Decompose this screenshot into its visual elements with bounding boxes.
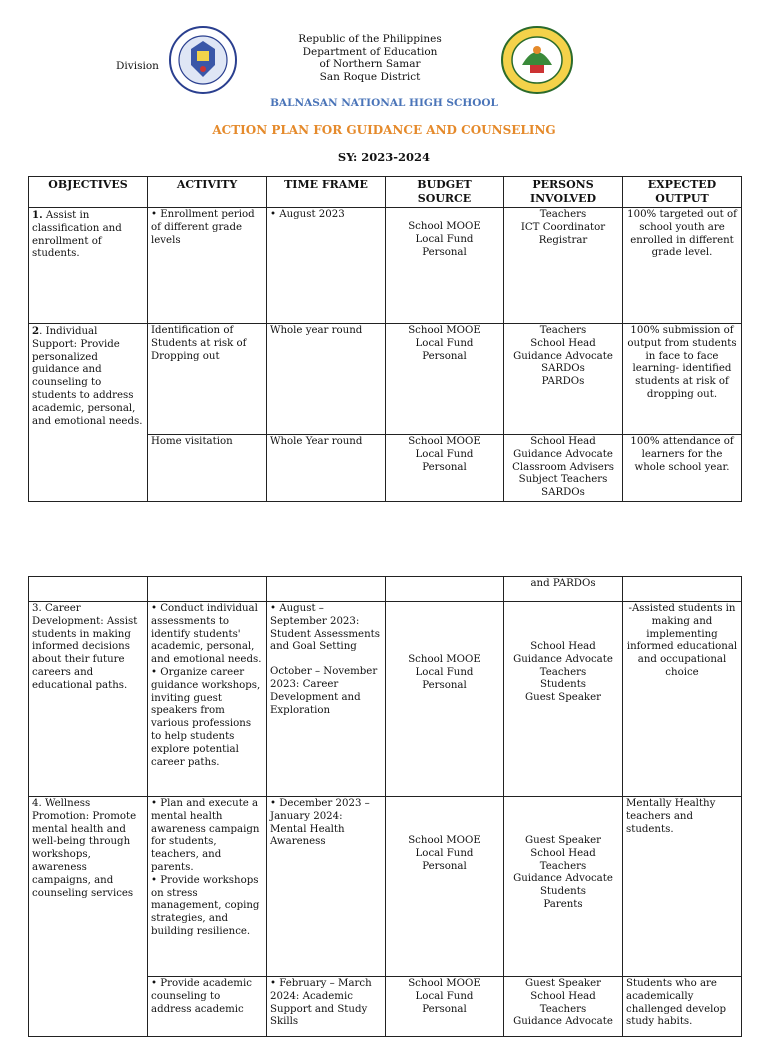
budget-item: Local Fund — [415, 990, 474, 1002]
output-cell: 100% submission of output from students in face to face learning- identified students at risk of dropping out. — [623, 324, 742, 435]
person-item: Parents — [543, 898, 583, 910]
table-row — [29, 602, 742, 797]
school-name: BALNASAN NATIONAL HIGH SCHOOL — [270, 97, 498, 109]
person-item: Guidance Advocate — [513, 1016, 613, 1028]
budget-cell — [386, 324, 504, 435]
activity-cell: • Provide academic counseling to address academic — [148, 977, 267, 1037]
person-item: Teachers — [539, 1003, 587, 1015]
budget-cell — [386, 208, 504, 324]
activity-item: • Plan and execute a mental health awareness campaign for students, teachers, and parents. — [151, 798, 260, 873]
objective-cell: 3. Career Development: Assist students in making informed decisions about their future careers and educational paths. — [29, 602, 148, 797]
person-item: Students — [539, 679, 587, 691]
budget-cell — [386, 602, 504, 797]
activity-cell — [148, 577, 267, 602]
header-line: Department of Education — [302, 45, 438, 58]
person-item: Guest Speaker — [525, 978, 601, 989]
objective-cell — [29, 208, 148, 324]
agency-header — [270, 33, 470, 83]
objective-text: . Individual Support: Provide personalized guidance and counseling to students to address academic, personal, and emotional needs. — [32, 326, 143, 427]
objective-cell — [29, 577, 148, 602]
budget-cell — [386, 577, 504, 602]
time-frame-cell: • August 2023 — [267, 208, 386, 324]
output-cell — [623, 577, 742, 602]
person-item: ICT Coordinator — [520, 221, 606, 233]
budget-item: Local Fund — [415, 337, 474, 349]
header-expected-output: EXPECTED OUTPUT — [623, 177, 742, 208]
time-frame-cell — [267, 577, 386, 602]
person-item: Guidance Advocate — [513, 653, 613, 665]
person-item: Guest Speaker — [525, 835, 601, 846]
persons-cell — [504, 435, 623, 502]
person-item: Guidance Advocate — [513, 448, 613, 460]
persons-cell: and PARDOs — [504, 577, 623, 602]
output-cell: -Assisted students in making and implementing informed educational and occupational choice — [623, 602, 742, 797]
activity-item: • Provide workshops on stress management, coping strategies, and building resilience. — [151, 874, 260, 937]
person-item: Teachers — [539, 209, 587, 220]
school-seal-icon — [500, 25, 574, 95]
person-item: Guest Speaker — [525, 692, 601, 704]
header-line: Republic of the Philippines — [298, 33, 442, 45]
table-row — [29, 208, 742, 324]
activity-item: • Conduct individual assessments to identify students' academic, personal, and emotional needs. — [151, 603, 262, 666]
person-item: School Head — [530, 847, 596, 859]
output-cell: 100% targeted out of school youth are enrolled in different grade level. — [623, 208, 742, 324]
header-persons-involved: PERSONS INVOLVED — [504, 177, 623, 208]
division-label: Division — [116, 60, 159, 72]
header-activity: ACTIVITY — [148, 177, 267, 208]
time-frame-cell: Whole year round — [267, 324, 386, 435]
action-plan-table-continued — [28, 576, 742, 1037]
table-header-row — [29, 177, 742, 208]
header-objectives: OBJECTIVES — [29, 177, 148, 208]
table-row — [29, 324, 742, 435]
person-item: Teachers — [539, 860, 587, 872]
budget-cell — [386, 977, 504, 1037]
activity-cell — [148, 602, 267, 797]
budget-item: School MOOE — [408, 835, 481, 846]
table-row — [29, 797, 742, 977]
budget-item: School MOOE — [408, 978, 481, 989]
output-cell: 100% attendance of learners for the whole school year. — [623, 435, 742, 502]
time-frame-cell — [267, 602, 386, 797]
activity-cell: Home visitation — [148, 435, 267, 502]
person-item: School Head — [530, 337, 596, 349]
budget-item: Local Fund — [415, 666, 474, 678]
persons-cell — [504, 602, 623, 797]
person-item: Students — [539, 886, 587, 898]
objective-cell — [29, 324, 148, 502]
time-frame-cell: Whole Year round — [267, 435, 386, 502]
activity-cell: Identification of Students at risk of Dropping out — [148, 324, 267, 435]
header-line: of Northern Samar — [319, 58, 421, 71]
objective-number: 1. — [32, 209, 43, 221]
person-item: Guidance Advocate — [513, 350, 613, 362]
budget-item: Personal — [422, 350, 467, 362]
budget-item: Local Fund — [415, 233, 474, 245]
person-item: Classroom Advisers — [512, 461, 614, 473]
output-cell: Mentally Healthy teachers and students. — [623, 797, 742, 977]
deped-seal-icon — [168, 25, 238, 95]
person-item: SARDOs — [541, 363, 585, 375]
budget-item: School MOOE — [408, 325, 481, 336]
person-item: Guidance Advocate — [513, 873, 613, 885]
budget-cell — [386, 435, 504, 502]
persons-cell — [504, 977, 623, 1037]
person-item: Teachers — [539, 666, 587, 678]
person-item: School Head — [530, 436, 596, 447]
person-item: School Head — [530, 990, 596, 1002]
header-line: San Roque District — [319, 70, 421, 83]
activity-item: • Organize career guidance workshops, inviting guest speakers from various professions to help students explore potential career paths. — [151, 666, 261, 768]
budget-item: School MOOE — [408, 654, 481, 665]
objective-cell: 4. Wellness Promotion: Promote mental health and well-being through workshops, awareness campaigns, and counseling services — [29, 797, 148, 1037]
person-item: School Head — [530, 641, 596, 652]
budget-item: Personal — [422, 246, 467, 258]
persons-cell — [504, 208, 623, 324]
persons-cell — [504, 324, 623, 435]
person-item: SARDOs — [541, 487, 585, 499]
budget-item: Personal — [422, 679, 467, 691]
objective-number: 2 — [32, 325, 40, 337]
budget-item: School MOOE — [408, 221, 481, 232]
budget-item: Local Fund — [415, 448, 474, 460]
time-frame-cell: • February – March 2024: Academic Support and Study Skills — [267, 977, 386, 1037]
person-item: Teachers — [539, 325, 587, 336]
output-cell: Students who are academically challenged develop study habits. — [623, 977, 742, 1037]
budget-item: Personal — [422, 461, 467, 473]
person-item: Subject Teachers — [518, 474, 608, 486]
header-time-frame: TIME FRAME — [267, 177, 386, 208]
person-item: Registrar — [538, 234, 588, 246]
budget-item: School MOOE — [408, 436, 481, 447]
time-item: • August – September 2023: Student Assessments and Goal Setting — [270, 603, 380, 653]
persons-cell — [504, 797, 623, 977]
header-budget-source: BUDGET SOURCE — [386, 177, 504, 208]
school-year: SY: 2023-2024 — [337, 150, 431, 164]
activity-cell — [148, 797, 267, 977]
person-item: PARDOs — [541, 376, 585, 388]
objective-text: Assist in classification and enrollment of students. — [32, 210, 122, 260]
budget-item: Local Fund — [415, 847, 474, 859]
time-item: October – November 2023: Career Development and Exploration — [270, 666, 378, 716]
table-row — [29, 577, 742, 602]
budget-cell — [386, 797, 504, 977]
activity-cell: • Enrollment period of different grade levels — [148, 208, 267, 324]
document-title: ACTION PLAN FOR GUIDANCE AND COUNSELING — [212, 123, 556, 137]
budget-item: Personal — [422, 860, 467, 872]
action-plan-table — [28, 176, 742, 502]
time-frame-cell: • December 2023 – January 2024: Mental Health Awareness — [267, 797, 386, 977]
budget-item: Personal — [422, 1003, 467, 1015]
